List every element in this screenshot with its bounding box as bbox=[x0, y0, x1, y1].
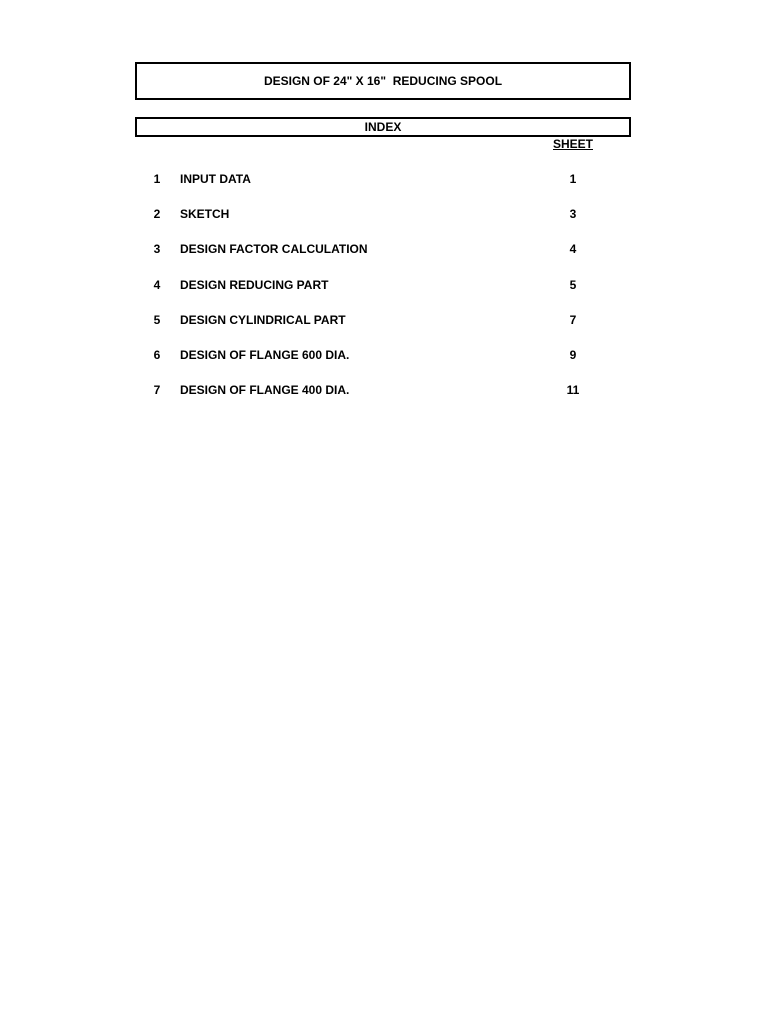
document-title: DESIGN OF 24" X 16" REDUCING SPOOL bbox=[135, 62, 631, 100]
index-row bbox=[0, 242, 768, 277]
item-description: DESIGN REDUCING PART bbox=[180, 277, 329, 292]
item-sheet: 5 bbox=[569, 277, 577, 292]
item-description: DESIGN OF FLANGE 400 DIA. bbox=[180, 383, 350, 398]
index-heading: INDEX bbox=[135, 117, 631, 137]
index-row bbox=[0, 313, 768, 348]
item-sheet: 3 bbox=[569, 207, 577, 222]
item-description: SKETCH bbox=[180, 207, 230, 222]
item-description: DESIGN CYLINDRICAL PART bbox=[180, 312, 346, 327]
index-row bbox=[0, 348, 768, 383]
index-row bbox=[0, 383, 768, 418]
item-sheet: 1 bbox=[569, 172, 577, 186]
item-number: 4 bbox=[153, 277, 161, 292]
item-sheet: 11 bbox=[566, 383, 580, 398]
item-number: 6 bbox=[153, 347, 161, 362]
item-number: 1 bbox=[153, 172, 161, 186]
sheet-column-header: SHEET bbox=[552, 137, 593, 151]
index-list bbox=[0, 172, 768, 418]
item-sheet: 4 bbox=[569, 242, 577, 257]
item-description: DESIGN FACTOR CALCULATION bbox=[180, 242, 368, 257]
item-sheet: 7 bbox=[569, 312, 577, 327]
item-description: INPUT DATA bbox=[180, 172, 251, 186]
item-number: 7 bbox=[153, 383, 161, 398]
item-description: DESIGN OF FLANGE 600 DIA. bbox=[180, 347, 350, 362]
index-row bbox=[0, 278, 768, 313]
index-row bbox=[0, 207, 768, 242]
index-row bbox=[0, 172, 768, 207]
item-sheet: 9 bbox=[569, 347, 577, 362]
item-number: 5 bbox=[153, 312, 161, 327]
item-number: 3 bbox=[153, 242, 161, 257]
item-number: 2 bbox=[153, 207, 161, 222]
